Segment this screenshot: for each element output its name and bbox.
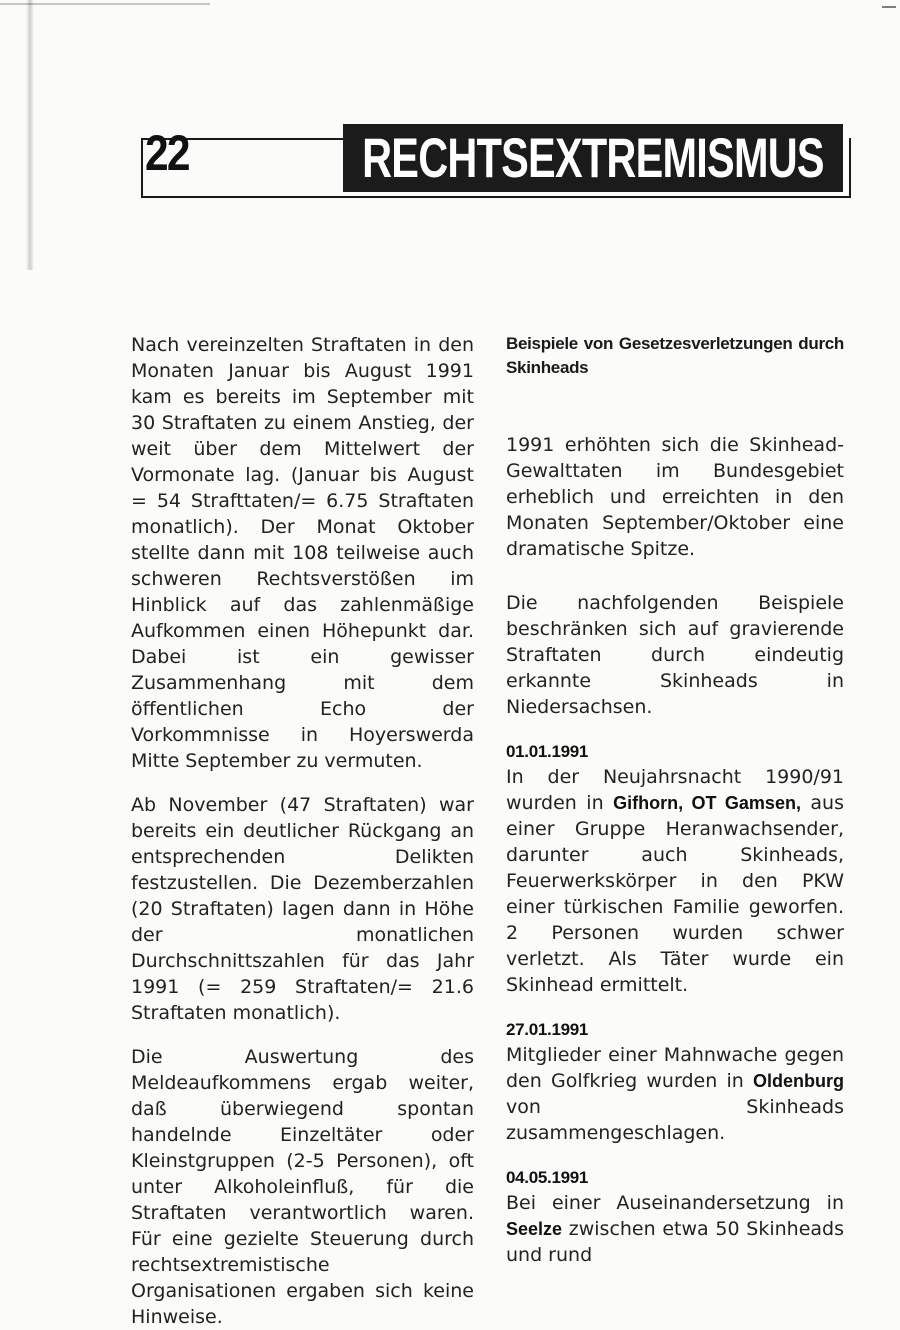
incident-date: 01.01.1991 [506,742,589,761]
incident-text-before: Bei einer Auseinandersetzung in [506,1192,844,1214]
left-paragraph-1: Nach vereinzelten Straftaten in den Monaten Januar bis August 1991 kam es bereits im September mit 30 Straftaten zu einem Anstieg, der weit über dem Mittelwert der Vormonate lag. (Januar bis August = 54 Strafttaten/= 6.75 Straftaten monatlich). Der Monat Oktober stellte dann mit 108 teilweise auch schweren Rechtsverstößen im Hinblick auf das zahlenmäßige Aufkommen einen Höhepunkt dar. Dabei ist ein gewisser Zusammenhang mit dem öffentlichen Echo der Vorkommnisse in Hoyerswerda Mitte September zu vermuten. [131,334,474,772]
right-column [506,332,844,1268]
header-rule-bottom [141,196,851,198]
incident-entry [506,740,844,998]
page-number: 22 [145,125,189,181]
incident-date: 27.01.1991 [506,1020,589,1039]
left-column [131,332,474,1330]
scan-corner-mark [882,6,896,8]
scan-top-line [0,3,210,5]
section-title: RECHTSEXTREMISMUS [362,126,824,189]
incident-date: 04.05.1991 [506,1168,589,1187]
incident-place: Oldenburg [753,1071,844,1091]
section-heading: Beispiele von Gesetzesverletzungen durch Skinheads [506,334,844,377]
incident-place: Seelze [506,1219,563,1239]
incident-text [506,764,844,998]
incident-entry [506,1166,844,1268]
incident-text-before: Mitglieder einer Mahnwache gegen den Golfkrieg wurden in [506,1044,844,1092]
right-paragraph-1: 1991 erhöhten sich die Skinhead-Gewalttaten im Bundesgebiet erheblich und erreichten in den Monaten September/Oktober eine dramatische Spitze. [506,434,844,560]
incident-text-after: zwischen etwa 50 Skinheads und rund [506,1218,844,1266]
right-paragraph-2: Die nachfolgenden Beispiele beschränken sich auf gravierende Straftaten durch eindeutig erkannte Skinheads in Niedersachsen. [506,592,844,718]
incident-text-after: aus einer Gruppe Heranwachsender, darunter auch Skinheads, Feuerwerkskörper in den PKW einer türkischen Familie geworfen. 2 Personen wurden schwer verletzt. Als Täter wurde ein Skinhead ermittelt. [506,792,844,996]
incident-text-after: von Skinheads zusammengeschlagen. [506,1096,844,1144]
scan-edge-shadow [26,0,34,270]
incident-text [506,1042,844,1146]
section-title-box [343,124,843,192]
incident-text-before: In der Neujahrsnacht 1990/91 wurden in [506,766,844,814]
header-rule-left [141,138,143,198]
page-header [141,124,851,198]
incident-place: Gifhorn, OT Gamsen, [613,793,801,813]
left-paragraph-2: Ab November (47 Straftaten) war bereits ein deutlicher Rückgang an entsprechenden Delikten festzustellen. Die Dezemberzahlen (20 Straftaten) lagen dann in Höhe der monatlichen Durchschnittszahlen für das Jahr 1991 (= 259 Straftaten/= 21.6 Straftaten monatlich). [131,794,474,1024]
incident-entry [506,1018,844,1146]
header-rule-right [849,138,851,198]
left-paragraph-3: Die Auswertung des Meldeaufkommens ergab weiter, daß überwiegend spontan handelnde Einzeltäter oder Kleinstgruppen (2-5 Personen), oft unter Alkoholeinfluß, für die Straftaten verantwortlich waren. Für eine gezielte Steuerung durch rechtsextremistische Organisationen ergaben sich keine Hinweise. [131,1046,474,1328]
incident-text [506,1190,844,1268]
